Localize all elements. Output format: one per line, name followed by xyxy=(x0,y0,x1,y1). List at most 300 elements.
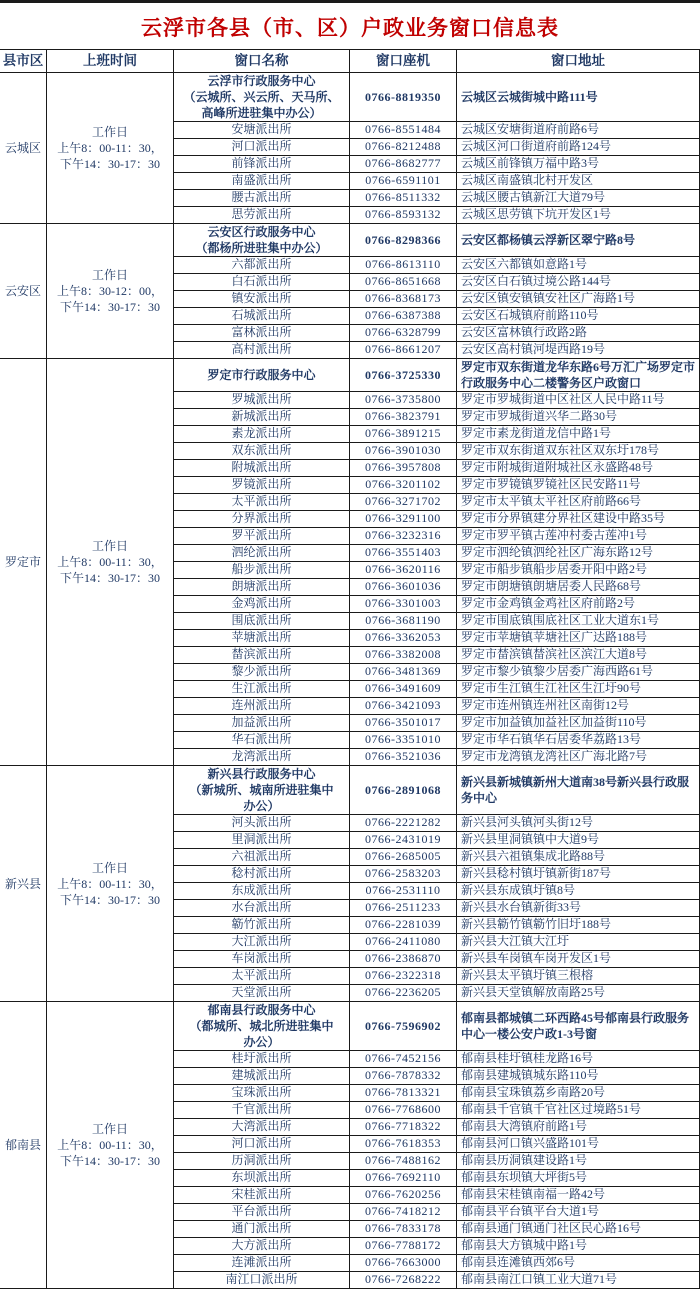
window-name-line: 太平派出所 xyxy=(231,968,292,983)
window-phone-cell: 0766-7418212 xyxy=(350,1204,457,1221)
window-address-cell: 郁南县平台镇平台大道1号 xyxy=(457,1204,700,1221)
window-name-cell xyxy=(174,73,350,122)
window-name-cell xyxy=(174,274,350,291)
window-phone-cell: 0766-7488162 xyxy=(350,1153,457,1170)
window-name-line: 金鸡派出所 xyxy=(231,596,292,611)
col-header-window-address: 窗口地址 xyxy=(457,50,700,73)
window-name-line: 苹塘派出所 xyxy=(231,630,292,645)
col-header-work-hours: 上班时间 xyxy=(47,50,174,73)
window-name-line: （都杨所进驻集中办公） xyxy=(195,241,328,255)
window-address-cell: 郁南县历洞镇建设路1号 xyxy=(457,1153,700,1170)
window-name-cell xyxy=(174,596,350,613)
window-address-cell: 新兴县稔村镇圩镇新街187号 xyxy=(457,866,700,883)
window-address-cell: 罗定市围底镇围底社区工业大道东1号 xyxy=(457,613,700,630)
window-phone-cell: 0766-6328799 xyxy=(350,325,457,342)
window-name-line: 桂圩派出所 xyxy=(231,1051,292,1066)
window-address-cell: 罗定市双东街道双东社区双东圩178号 xyxy=(457,443,700,460)
work-hours-line: 上午8：00-11：30， xyxy=(57,876,163,891)
window-phone-cell: 0766-7452156 xyxy=(350,1051,457,1068)
window-name-line: 生江派出所 xyxy=(231,681,292,696)
window-address-cell: 罗定市罗平镇古莲冲村委古莲冲1号 xyxy=(457,528,700,545)
window-phone-cell: 0766-3271702 xyxy=(350,494,457,511)
window-name-cell xyxy=(174,985,350,1002)
window-name-cell xyxy=(174,883,350,900)
window-address-cell: 郁南县南江口镇工业大道71号 xyxy=(457,1272,700,1289)
window-phone-cell: 0766-7620256 xyxy=(350,1187,457,1204)
window-name-cell xyxy=(174,1119,350,1136)
window-name-line: 石城派出所 xyxy=(231,308,292,323)
window-name-cell xyxy=(174,291,350,308)
window-name-line: 历洞派出所 xyxy=(231,1153,292,1168)
window-name-line: 郁南县行政服务中心 xyxy=(207,1003,316,1017)
window-phone-cell: 0766-3551403 xyxy=(350,545,457,562)
window-address-cell: 云城区前锋镇万福中路3号 xyxy=(457,156,700,173)
window-name-line: 宋桂派出所 xyxy=(231,1187,292,1202)
window-name-cell xyxy=(174,849,350,866)
service-center-row xyxy=(0,359,700,392)
window-address-cell: 云安区都杨镇云浮新区翠宁路8号 xyxy=(457,224,700,257)
work-hours-line: 工作日 xyxy=(91,539,128,553)
window-address-cell: 罗定市黎少镇黎少居委广海西路61号 xyxy=(457,664,700,681)
service-center-row xyxy=(0,224,700,257)
window-phone-cell: 0766-3232316 xyxy=(350,528,457,545)
window-name-line: 朗塘派出所 xyxy=(231,579,292,594)
window-address-cell: 罗定市罗城街道兴华二路30号 xyxy=(457,409,700,426)
work-hours-line: 下午14：30-17：30 xyxy=(60,300,160,314)
window-phone-cell: 0766-6591101 xyxy=(350,173,457,190)
window-phone-cell: 0766-3823791 xyxy=(350,409,457,426)
page-title: 云浮市各县（市、区）户政业务窗口信息表 xyxy=(141,16,559,40)
window-phone-cell: 0766-2531110 xyxy=(350,883,457,900)
window-name-cell xyxy=(174,630,350,647)
window-phone-cell: 0766-3421093 xyxy=(350,698,457,715)
window-name-line: 大湾派出所 xyxy=(231,1119,292,1134)
window-name-cell xyxy=(174,1051,350,1068)
window-name-line: 围底派出所 xyxy=(231,613,292,628)
work-hours-cell xyxy=(47,73,174,224)
window-phone-cell: 0766-2411080 xyxy=(350,934,457,951)
window-phone-cell: 0766-8551484 xyxy=(350,122,457,139)
window-phone-cell: 0766-7692110 xyxy=(350,1170,457,1187)
window-name-cell xyxy=(174,224,350,257)
window-name-cell xyxy=(174,1255,350,1272)
window-name-cell xyxy=(174,832,350,849)
window-name-line: （新城所、城南所进驻集中 xyxy=(189,783,334,797)
region-name-cell: 罗定市 xyxy=(0,359,47,766)
window-phone-cell: 0766-3891215 xyxy=(350,426,457,443)
window-address-cell: 云安区白石镇过境公路144号 xyxy=(457,274,700,291)
window-name-line: 罗定市行政服务中心 xyxy=(207,368,316,382)
window-name-cell xyxy=(174,1002,350,1051)
window-phone-cell: 0766-7718322 xyxy=(350,1119,457,1136)
window-name-cell xyxy=(174,308,350,325)
window-name-cell xyxy=(174,139,350,156)
window-phone-cell: 0766-7813321 xyxy=(350,1085,457,1102)
window-name-cell xyxy=(174,715,350,732)
window-phone-cell: 0766-8212488 xyxy=(350,139,457,156)
window-name-line: 太平派出所 xyxy=(231,494,292,509)
window-name-line: 华石派出所 xyxy=(231,732,292,747)
window-name-cell xyxy=(174,1204,350,1221)
window-phone-cell: 0766-3301003 xyxy=(350,596,457,613)
window-phone-cell: 0766-6387388 xyxy=(350,308,457,325)
window-name-line: 大江派出所 xyxy=(231,934,292,949)
window-name-line: 高村派出所 xyxy=(231,342,292,357)
window-phone-cell: 0766-7618353 xyxy=(350,1136,457,1153)
window-address-cell: 罗定市素龙街道龙信中路1号 xyxy=(457,426,700,443)
window-name-cell xyxy=(174,359,350,392)
window-name-line: 罗城派出所 xyxy=(231,392,292,407)
window-name-line: 黎少派出所 xyxy=(231,664,292,679)
window-phone-cell: 0766-2236205 xyxy=(350,985,457,1002)
window-phone-cell: 0766-3620116 xyxy=(350,562,457,579)
window-address-cell: 新兴县里洞镇镇中大道9号 xyxy=(457,832,700,849)
window-phone-cell: 0766-7663000 xyxy=(350,1255,457,1272)
window-phone-cell: 0766-3735800 xyxy=(350,392,457,409)
window-phone-cell: 0766-2322318 xyxy=(350,968,457,985)
window-address-cell: 新兴县太平镇圩镇三根榕 xyxy=(457,968,700,985)
window-address-cell: 云安区高村镇河堤西路19号 xyxy=(457,342,700,359)
window-name-line: 附城派出所 xyxy=(231,460,292,475)
window-name-cell xyxy=(174,545,350,562)
window-name-cell xyxy=(174,613,350,630)
window-name-line: 镇安派出所 xyxy=(231,291,292,306)
work-hours-line: 工作日 xyxy=(91,268,128,282)
window-address-cell: 郁南县桂圩镇桂龙路16号 xyxy=(457,1051,700,1068)
work-hours-line: 上午8：00-11：30， xyxy=(57,555,163,569)
window-name-cell xyxy=(174,325,350,342)
window-name-line: 新兴县行政服务中心 xyxy=(207,767,316,781)
window-name-cell xyxy=(174,1136,350,1153)
window-name-cell xyxy=(174,511,350,528)
window-name-line: 白石派出所 xyxy=(231,274,292,289)
window-name-cell xyxy=(174,1272,350,1289)
work-hours-line: 上午8：00-11：30， xyxy=(57,1138,163,1152)
window-phone-cell: 0766-7596902 xyxy=(350,1002,457,1051)
window-address-cell: 罗定市华石镇华石居委华荔路13号 xyxy=(457,732,700,749)
window-name-cell xyxy=(174,426,350,443)
window-name-line: 双东派出所 xyxy=(231,443,292,458)
window-name-cell xyxy=(174,443,350,460)
window-name-cell xyxy=(174,207,350,224)
window-address-cell: 罗定市泗纶镇泗纶社区广海东路12号 xyxy=(457,545,700,562)
window-name-line: 新城派出所 xyxy=(231,409,292,424)
window-name-line: 高峰所进驻集中办公） xyxy=(201,106,322,120)
window-address-cell: 罗定市加益镇加益社区加益街110号 xyxy=(457,715,700,732)
window-name-line: 南江口派出所 xyxy=(225,1272,298,1287)
window-address-cell: 云城区腰古镇新江大道79号 xyxy=(457,190,700,207)
window-name-line: 云浮市行政服务中心 xyxy=(207,74,316,88)
window-name-cell xyxy=(174,732,350,749)
work-hours-cell xyxy=(47,359,174,766)
window-address-cell: 郁南县宋桂镇南福一路42号 xyxy=(457,1187,700,1204)
window-name-cell xyxy=(174,173,350,190)
header-row xyxy=(0,50,700,73)
window-name-cell xyxy=(174,1102,350,1119)
work-hours-line: 工作日 xyxy=(91,125,128,139)
window-name-cell xyxy=(174,647,350,664)
window-name-line: 东坝派出所 xyxy=(231,1170,292,1185)
window-phone-cell: 0766-2386870 xyxy=(350,951,457,968)
window-name-line: （都城所、城北所进驻集中 xyxy=(189,1019,334,1033)
window-address-cell: 郁南县通门镇通门社区民心路16号 xyxy=(457,1221,700,1238)
window-phone-cell: 0766-3601036 xyxy=(350,579,457,596)
service-center-row xyxy=(0,1002,700,1051)
work-hours-cell xyxy=(47,1002,174,1289)
window-name-line: 河头派出所 xyxy=(231,815,292,830)
window-name-line: 罗镜派出所 xyxy=(231,477,292,492)
window-address-cell: 罗定市苹塘镇苹塘社区广达路188号 xyxy=(457,630,700,647)
service-center-row xyxy=(0,766,700,815)
window-name-cell xyxy=(174,257,350,274)
window-address-cell: 郁南县宝珠镇荔乡南路20号 xyxy=(457,1085,700,1102)
window-name-line: 办公） xyxy=(243,799,280,813)
window-phone-cell: 0766-3382008 xyxy=(350,647,457,664)
region-name-cell: 新兴县 xyxy=(0,766,47,1002)
window-phone-cell: 0766-2221282 xyxy=(350,815,457,832)
window-name-cell xyxy=(174,749,350,766)
window-name-line: 平台派出所 xyxy=(231,1204,292,1219)
window-address-cell: 云城区河口街道府前路124号 xyxy=(457,139,700,156)
window-name-line: 思劳派出所 xyxy=(231,207,292,222)
window-phone-cell: 0766-3681190 xyxy=(350,613,457,630)
work-hours-line: 下午14：30-17：30 xyxy=(60,1154,160,1168)
window-phone-cell: 0766-2583203 xyxy=(350,866,457,883)
window-name-line: 车岗派出所 xyxy=(231,951,292,966)
window-phone-cell: 0766-3351010 xyxy=(350,732,457,749)
work-hours-line: 工作日 xyxy=(91,1122,128,1136)
window-address-cell: 罗定市太平镇太平社区府前路66号 xyxy=(457,494,700,511)
window-name-cell xyxy=(174,664,350,681)
window-name-line: 前锋派出所 xyxy=(231,156,292,171)
window-address-cell: 云城区南盛镇北村开发区 xyxy=(457,173,700,190)
col-header-window-phone: 窗口座机 xyxy=(350,50,457,73)
window-address-cell: 新兴县车岗镇车岗开发区1号 xyxy=(457,951,700,968)
window-address-cell: 罗定市朗塘镇朗塘居委人民路68号 xyxy=(457,579,700,596)
work-hours-line: 下午14：30-17：30 xyxy=(60,571,160,585)
window-name-cell xyxy=(174,934,350,951)
window-name-line: （云城所、兴云所、天马所、 xyxy=(183,90,340,104)
window-name-cell xyxy=(174,917,350,934)
window-address-cell: 罗定市船步镇船步居委开阳中路2号 xyxy=(457,562,700,579)
window-address-cell: 云安区富林镇行政路2路 xyxy=(457,325,700,342)
window-phone-cell: 0766-7878332 xyxy=(350,1068,457,1085)
window-address-cell: 罗定市连州镇连州社区南街12号 xyxy=(457,698,700,715)
window-address-cell: 新兴县六祖镇集成北路88号 xyxy=(457,849,700,866)
window-name-cell xyxy=(174,698,350,715)
window-name-line: 办公） xyxy=(243,1035,280,1049)
window-name-cell xyxy=(174,866,350,883)
window-address-cell: 郁南县河口镇兴盛路101号 xyxy=(457,1136,700,1153)
window-address-cell: 郁南县大方镇城中路1号 xyxy=(457,1238,700,1255)
window-name-line: 宝珠派出所 xyxy=(231,1085,292,1100)
window-name-cell xyxy=(174,968,350,985)
window-phone-cell: 0766-2891068 xyxy=(350,766,457,815)
window-name-cell xyxy=(174,342,350,359)
work-hours-line: 下午14：30-17：30 xyxy=(60,892,160,907)
window-address-cell: 新兴县簕竹镇簕竹旧圩188号 xyxy=(457,917,700,934)
window-phone-cell: 0766-3501017 xyxy=(350,715,457,732)
work-hours-cell xyxy=(47,224,174,359)
window-address-cell: 罗定市生江镇生江社区生江圩90号 xyxy=(457,681,700,698)
window-address-cell: 新兴县河头镇河头街12号 xyxy=(457,815,700,832)
window-address-cell: 郁南县建城镇城东路110号 xyxy=(457,1068,700,1085)
window-name-line: 建城派出所 xyxy=(231,1068,292,1083)
window-name-cell xyxy=(174,815,350,832)
window-name-cell xyxy=(174,1238,350,1255)
window-address-cell: 云城区思劳镇下坑开发区1号 xyxy=(457,207,700,224)
window-phone-cell: 0766-2431019 xyxy=(350,832,457,849)
window-name-line: 连州派出所 xyxy=(231,698,292,713)
window-name-line: 榃滨派出所 xyxy=(231,647,292,662)
window-name-line: 天堂派出所 xyxy=(231,985,292,1000)
window-phone-cell: 0766-3481369 xyxy=(350,664,457,681)
window-name-line: 水台派出所 xyxy=(231,900,292,915)
window-name-line: 罗平派出所 xyxy=(231,528,292,543)
window-address-cell: 罗定市金鸡镇金鸡社区府前路2号 xyxy=(457,596,700,613)
window-address-cell: 新兴县新城镇新州大道南38号新兴县行政服务中心 xyxy=(457,766,700,815)
window-address-cell: 郁南县东坝镇大坪街5号 xyxy=(457,1170,700,1187)
window-phone-cell: 0766-8661207 xyxy=(350,342,457,359)
window-address-cell: 云城区安塘街道府前路6号 xyxy=(457,122,700,139)
window-address-cell: 罗定市双东街道龙华东路6号万汇广场罗定市行政服务中心二楼警务区户政窗口 xyxy=(457,359,700,392)
service-center-row xyxy=(0,73,700,122)
window-name-line: 分界派出所 xyxy=(231,511,292,526)
window-address-cell: 郁南县连滩镇西郊6号 xyxy=(457,1255,700,1272)
window-name-cell xyxy=(174,409,350,426)
window-address-cell: 罗定市附城街道附城社区永盛路48号 xyxy=(457,460,700,477)
window-name-cell xyxy=(174,477,350,494)
window-phone-cell: 0766-8511332 xyxy=(350,190,457,207)
window-name-cell xyxy=(174,528,350,545)
work-hours-cell xyxy=(47,766,174,1002)
window-name-cell xyxy=(174,681,350,698)
window-name-cell xyxy=(174,1170,350,1187)
window-name-cell xyxy=(174,1221,350,1238)
window-name-cell xyxy=(174,122,350,139)
window-phone-cell: 0766-8651668 xyxy=(350,274,457,291)
window-phone-cell: 0766-3957808 xyxy=(350,460,457,477)
window-name-line: 簕竹派出所 xyxy=(231,917,292,932)
window-phone-cell: 0766-8298366 xyxy=(350,224,457,257)
work-hours-line: 上午8：00-11：30， xyxy=(57,141,163,155)
window-name-cell xyxy=(174,1153,350,1170)
window-address-cell: 郁南县大湾镇府前路1号 xyxy=(457,1119,700,1136)
window-name-cell xyxy=(174,900,350,917)
window-address-cell: 云安区六都镇如意路1号 xyxy=(457,257,700,274)
window-name-cell xyxy=(174,579,350,596)
window-name-line: 六祖派出所 xyxy=(231,849,292,864)
window-name-line: 大方派出所 xyxy=(231,1238,292,1253)
work-hours-line: 上午8：30-12：00， xyxy=(57,284,163,298)
window-name-line: 船步派出所 xyxy=(231,562,292,577)
window-phone-cell: 0766-2685005 xyxy=(350,849,457,866)
window-phone-cell: 0766-8593132 xyxy=(350,207,457,224)
window-name-line: 素龙派出所 xyxy=(231,426,292,441)
window-name-line: 东成派出所 xyxy=(231,883,292,898)
window-phone-cell: 0766-8613110 xyxy=(350,257,457,274)
window-address-cell: 罗定市罗城街道中区社区人民中路11号 xyxy=(457,392,700,409)
window-phone-cell: 0766-3491609 xyxy=(350,681,457,698)
window-phone-cell: 0766-3725330 xyxy=(350,359,457,392)
window-phone-cell: 0766-7268222 xyxy=(350,1272,457,1289)
window-name-line: 连滩派出所 xyxy=(231,1255,292,1270)
work-hours-line: 工作日 xyxy=(91,860,128,875)
window-name-cell xyxy=(174,190,350,207)
window-name-cell xyxy=(174,1068,350,1085)
window-name-line: 富林派出所 xyxy=(231,325,292,340)
window-info-table xyxy=(0,49,700,1289)
window-address-cell: 云城区云城街城中路111号 xyxy=(457,73,700,122)
region-name-cell: 云城区 xyxy=(0,73,47,224)
window-phone-cell: 0766-8819350 xyxy=(350,73,457,122)
window-name-line: 河口派出所 xyxy=(231,1136,292,1151)
window-name-line: 龙湾派出所 xyxy=(231,749,292,764)
window-address-cell: 罗定市罗镜镇罗镜社区民安路11号 xyxy=(457,477,700,494)
window-name-cell xyxy=(174,1187,350,1204)
window-phone-cell: 0766-3362053 xyxy=(350,630,457,647)
window-name-line: 河口派出所 xyxy=(231,139,292,154)
window-name-cell xyxy=(174,562,350,579)
window-name-cell xyxy=(174,951,350,968)
window-address-cell: 罗定市榃滨镇榃滨社区滨江大道8号 xyxy=(457,647,700,664)
col-header-region: 县市区 xyxy=(0,50,47,73)
window-name-line: 里洞派出所 xyxy=(231,832,292,847)
window-phone-cell: 0766-7788172 xyxy=(350,1238,457,1255)
window-phone-cell: 0766-2511233 xyxy=(350,900,457,917)
window-name-cell xyxy=(174,494,350,511)
window-name-line: 通门派出所 xyxy=(231,1221,292,1236)
window-name-cell xyxy=(174,156,350,173)
region-name-cell: 郁南县 xyxy=(0,1002,47,1289)
window-phone-cell: 0766-2281039 xyxy=(350,917,457,934)
window-phone-cell: 0766-8682777 xyxy=(350,156,457,173)
window-address-cell: 新兴县天堂镇解放南路25号 xyxy=(457,985,700,1002)
window-phone-cell: 0766-7833178 xyxy=(350,1221,457,1238)
window-name-line: 六都派出所 xyxy=(231,257,292,272)
window-name-cell xyxy=(174,392,350,409)
window-address-cell: 郁南县都城镇二环西路45号郁南县行政服务中心一楼公安户政1-3号窗 xyxy=(457,1002,700,1051)
window-address-cell: 新兴县东成镇圩镇8号 xyxy=(457,883,700,900)
window-phone-cell: 0766-7768600 xyxy=(350,1102,457,1119)
window-name-line: 千官派出所 xyxy=(231,1102,292,1117)
window-address-cell: 郁南县千官镇千官社区过境路51号 xyxy=(457,1102,700,1119)
work-hours-line: 下午14：30-17：30 xyxy=(60,157,160,171)
window-name-cell xyxy=(174,460,350,477)
window-name-line: 云安区行政服务中心 xyxy=(207,225,316,239)
window-phone-cell: 0766-3201102 xyxy=(350,477,457,494)
col-header-window-name: 窗口名称 xyxy=(174,50,350,73)
window-address-cell: 新兴县水台镇新街33号 xyxy=(457,900,700,917)
window-name-line: 腰古派出所 xyxy=(231,190,292,205)
window-name-line: 南盛派出所 xyxy=(231,173,292,188)
window-name-line: 安塘派出所 xyxy=(231,122,292,137)
region-name-cell: 云安区 xyxy=(0,224,47,359)
window-phone-cell: 0766-8368173 xyxy=(350,291,457,308)
window-address-cell: 罗定市分界镇建分界社区建设中路35号 xyxy=(457,511,700,528)
window-address-cell: 罗定市龙湾镇龙湾社区广海北路7号 xyxy=(457,749,700,766)
window-phone-cell: 0766-3291100 xyxy=(350,511,457,528)
window-address-cell: 云安区镇安镇镇安社区广海路1号 xyxy=(457,291,700,308)
window-name-cell xyxy=(174,766,350,815)
window-address-cell: 新兴县大江镇大江圩 xyxy=(457,934,700,951)
window-phone-cell: 0766-3901030 xyxy=(350,443,457,460)
window-name-line: 稔村派出所 xyxy=(231,866,292,881)
window-phone-cell: 0766-3521036 xyxy=(350,749,457,766)
window-address-cell: 云安区石城镇府前路110号 xyxy=(457,308,700,325)
window-name-cell xyxy=(174,1085,350,1102)
window-name-line: 泗纶派出所 xyxy=(231,545,292,560)
